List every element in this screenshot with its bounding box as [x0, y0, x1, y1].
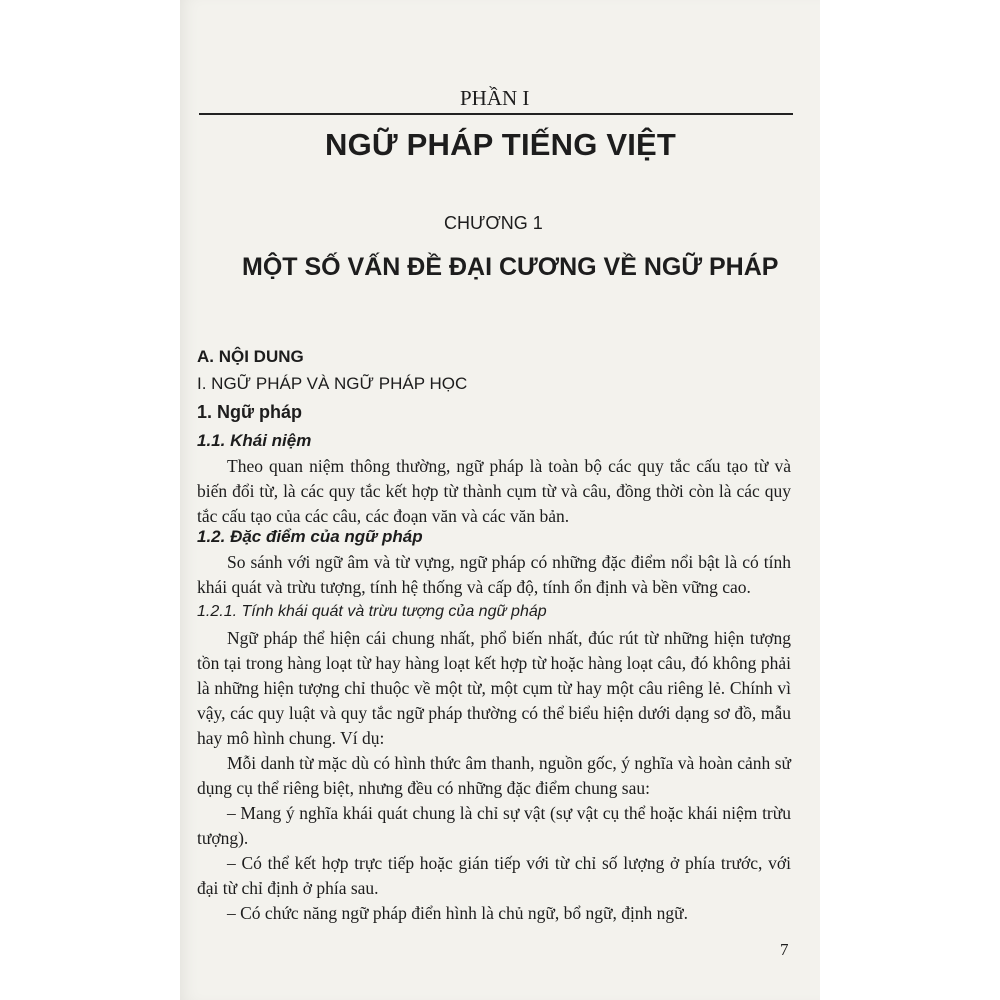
book-title: NGỮ PHÁP TIẾNG VIỆT [325, 127, 677, 162]
body-text: Ngữ pháp thể hiện cái chung nhất, phổ biến nhất, đúc rút từ những hiện tượng tồn tại trong hàng loạt từ hay hàng loạt kết hợp từ hoặc hàng loạt câu, đó không phải là những hiện tượng chỉ thuộc về một từ, một cụm từ hay một câu riêng lẻ. Chính vì vậy, các quy luật và quy tắc ngữ pháp thường có thể biểu hiện dưới dạng sơ đồ, mẫu hay mô hình chung. Ví dụ: [197, 628, 791, 748]
section-heading-1-2: 1.2. Đặc điểm của ngữ pháp [197, 527, 423, 546]
paragraph-characteristics [197, 550, 791, 600]
chapter-label: CHƯƠNG 1 [444, 213, 543, 233]
body-text: So sánh với ngữ âm và từ vựng, ngữ pháp có những đặc điểm nổi bật là có tính khái quát và trừu tượng, tính hệ thống và cấp độ, tính ổn định và bền vững cao. [197, 552, 791, 597]
chapter-title: MỘT SỐ VẤN ĐỀ ĐẠI CƯƠNG VỀ NGỮ PHÁP [242, 253, 779, 281]
body-text: Theo quan niệm thông thường, ngữ pháp là toàn bộ các quy tắc cấu tạo từ và biến đổi từ, là các quy tắc kết hợp từ thành cụm từ và câu, đồng thời còn là các quy tắc cấu tạo của các câu, các đoạn văn và các văn bản. [197, 456, 791, 526]
list-item: – Có chức năng ngữ pháp điển hình là chủ ngữ, bổ ngữ, định ngữ. [227, 903, 689, 923]
section-heading-i: I. NGỮ PHÁP VÀ NGỮ PHÁP HỌC [197, 374, 468, 393]
part-label: PHẦN I [460, 86, 530, 110]
paragraph-definition [197, 454, 791, 529]
section-heading-a: A. NỘI DUNG [197, 347, 304, 366]
list-item: – Có thể kết hợp trực tiếp hoặc gián tiếp với từ chỉ số lượng ở phía trước, với đại từ chỉ định ở phía sau. [197, 853, 791, 898]
section-heading-1-2-1: 1.2.1. Tính khái quát và trừu tượng của ngữ pháp [197, 603, 547, 620]
section-heading-1: 1. Ngữ pháp [197, 402, 303, 422]
page-number: 7 [780, 940, 789, 959]
list-item: – Mang ý nghĩa khái quát chung là chỉ sự vật (sự vật cụ thể hoặc khái niệm trừu tượng). [197, 803, 791, 848]
section-heading-1-1: 1.1. Khái niệm [197, 431, 312, 450]
header-rule [199, 113, 793, 115]
paragraph-generality [197, 626, 791, 926]
body-text: Mỗi danh từ mặc dù có hình thức âm thanh, nguồn gốc, ý nghĩa và hoàn cảnh sử dụng cụ thể riêng biệt, nhưng đều có những đặc điểm chung sau: [197, 753, 791, 798]
